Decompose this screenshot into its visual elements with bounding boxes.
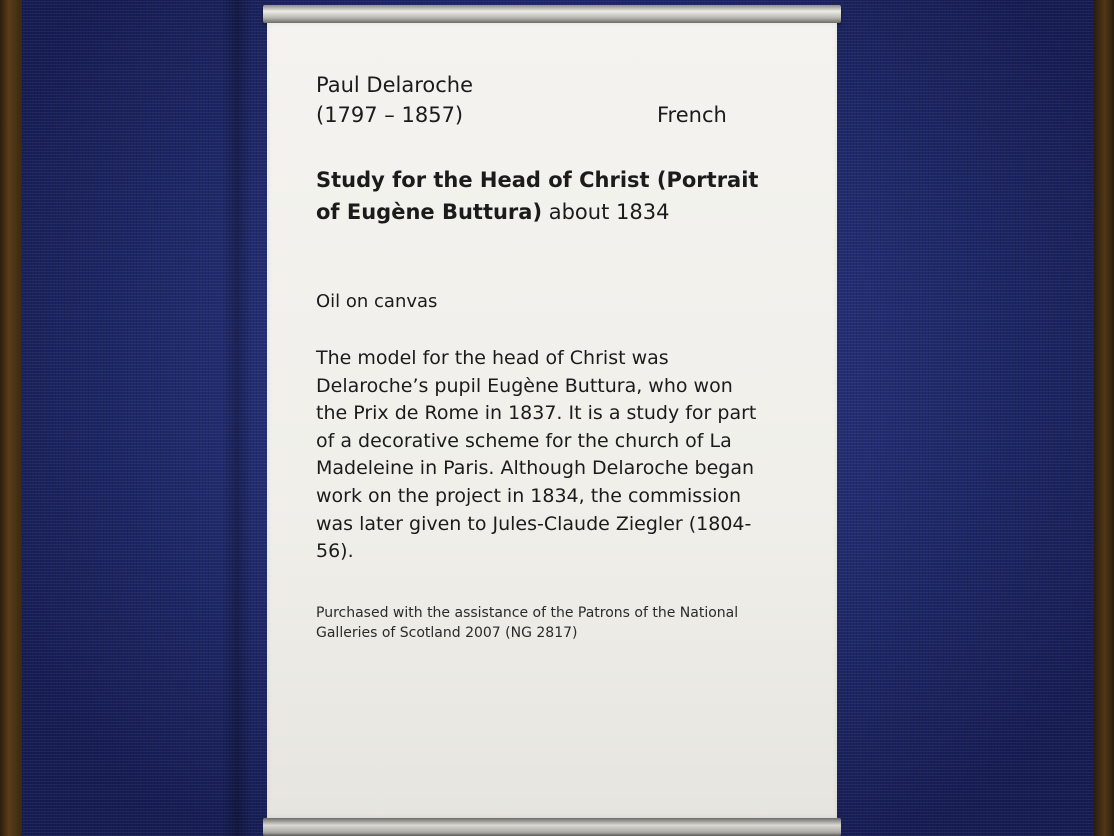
- description-line: of a decorative scheme for the church of La: [316, 429, 732, 452]
- fabric-shadow: [222, 0, 252, 836]
- label-holder-bottom-rail: [263, 818, 841, 836]
- description-line: The model for the head of Christ was: [316, 347, 669, 369]
- description-line: Madeleine in Paris. Although Delaroche began: [316, 457, 755, 480]
- description-line: Delaroche’s pupil Eugène Buttura, who won: [316, 374, 733, 397]
- picture-frame-right-edge: [1094, 0, 1114, 836]
- artwork-title-end: of Eugène Buttura): [316, 200, 543, 224]
- artwork-description: [316, 345, 756, 566]
- artist-dates: (1797 – 1857): [316, 103, 464, 127]
- credit-line: Galleries of Scotland 2007 (NG 2817): [316, 625, 578, 641]
- description-line: was later given to Jules-Claude Ziegler (1804-: [316, 512, 752, 535]
- description-line: the Prix de Rome in 1837. It is a study for part: [316, 402, 757, 425]
- artwork-title-line-2: [316, 197, 669, 228]
- description-line: work on the project in 1834, the commission: [316, 484, 742, 507]
- picture-frame-left-edge: [0, 0, 22, 836]
- artwork-date: about 1834: [542, 200, 670, 224]
- artist-name: Paul Delaroche: [316, 73, 473, 97]
- artwork-medium: Oil on canvas: [316, 291, 438, 312]
- artwork-title-line-1: Study for the Head of Christ (Portrait: [316, 168, 759, 192]
- credit-line: Purchased with the assistance of the Patrons of the National: [316, 605, 739, 621]
- museum-wall-label: [267, 23, 837, 818]
- artist-nationality: French: [657, 103, 727, 127]
- acquisition-credit-line: [316, 603, 738, 643]
- label-holder-top-rail: [263, 5, 841, 23]
- description-line: 56).: [316, 540, 354, 563]
